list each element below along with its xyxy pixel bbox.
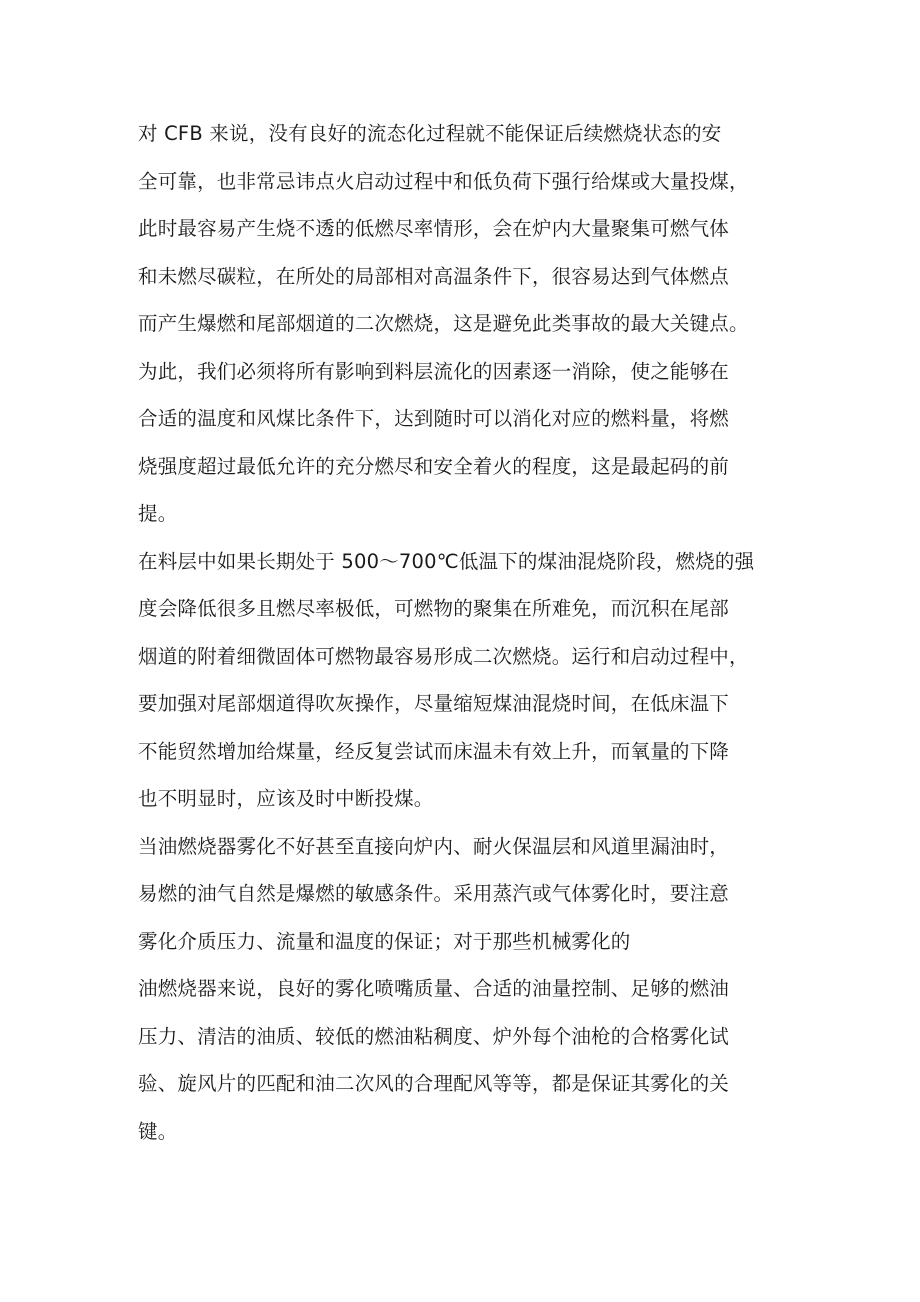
body-text — [138, 110, 798, 1155]
text-line: 全可靠，也非常忌讳点火启动过程中和低负荷下强行给煤或大量投煤， — [138, 169, 749, 193]
text-line: 要加强对尾部烟道得吹灰操作，尽量缩短煤油混烧时间，在低床温下 — [138, 692, 730, 715]
text-line: 键。 — [138, 1119, 178, 1143]
text-line: 验、旋风片的匹配和油二次风的合理配风等等，都是保证其雾化的关 — [138, 1072, 730, 1095]
text-line: 和未燃尽碳粒，在所处的局部相对高温条件下，很容易达到气体燃点 — [138, 264, 730, 288]
text-line: 此时最容易产生烧不透的低燃尽率情形，会在炉内大量聚集可燃气体 — [138, 217, 730, 240]
text-line: 易燃的油气自然是爆燃的敏感条件。采用蒸汽或气体雾化时，要注意 — [138, 882, 730, 905]
text-line: 也不明显时，应该及时中断投煤。 — [138, 787, 434, 810]
text-line: 不能贸然增加给煤量，经反复尝试而床温未有效上升，而氧量的下降 — [138, 739, 730, 763]
text-line: 油燃烧器来说，良好的雾化喷嘴质量、合适的油量控制、足够的燃油 — [138, 977, 730, 1000]
text-line: 在料层中如果长期处于 500～700℃低温下的煤油混烧阶段，燃烧的强 — [138, 549, 755, 573]
text-line: 当油燃烧器雾化不好甚至直接向炉内、耐火保温层和风道里漏油时， — [138, 834, 730, 858]
text-line: 雾化介质压力、流量和温度的保证；对于那些机械雾化的 — [138, 929, 631, 953]
text-line: 烟道的附着细微固体可燃物最容易形成二次燃烧。运行和启动过程中， — [138, 644, 749, 668]
text-line: 为此，我们必须将所有影响到料层流化的因素逐一消除，使之能够在 — [138, 359, 730, 383]
text-line: 度会降低很多且燃尽率极低，可燃物的聚集在所难免，而沉积在尾部 — [138, 597, 730, 620]
text-line: 而产生爆燃和尾部烟道的二次燃烧，这是避免此类事故的最大关键点。 — [138, 312, 749, 335]
text-line: 对 CFB 来说，没有良好的流态化过程就不能保证后续燃烧状态的安 — [138, 122, 722, 145]
text-line: 压力、清洁的油质、较低的燃油粘稠度、炉外每个油枪的合格雾化试 — [138, 1024, 730, 1048]
text-line: 提。 — [138, 502, 178, 525]
text-line: 合适的温度和风煤比条件下，达到随时可以消化对应的燃料量，将燃 — [138, 407, 730, 430]
text-line: 烧强度超过最低允许的充分燃尽和安全着火的程度，这是最起码的前 — [138, 454, 730, 478]
